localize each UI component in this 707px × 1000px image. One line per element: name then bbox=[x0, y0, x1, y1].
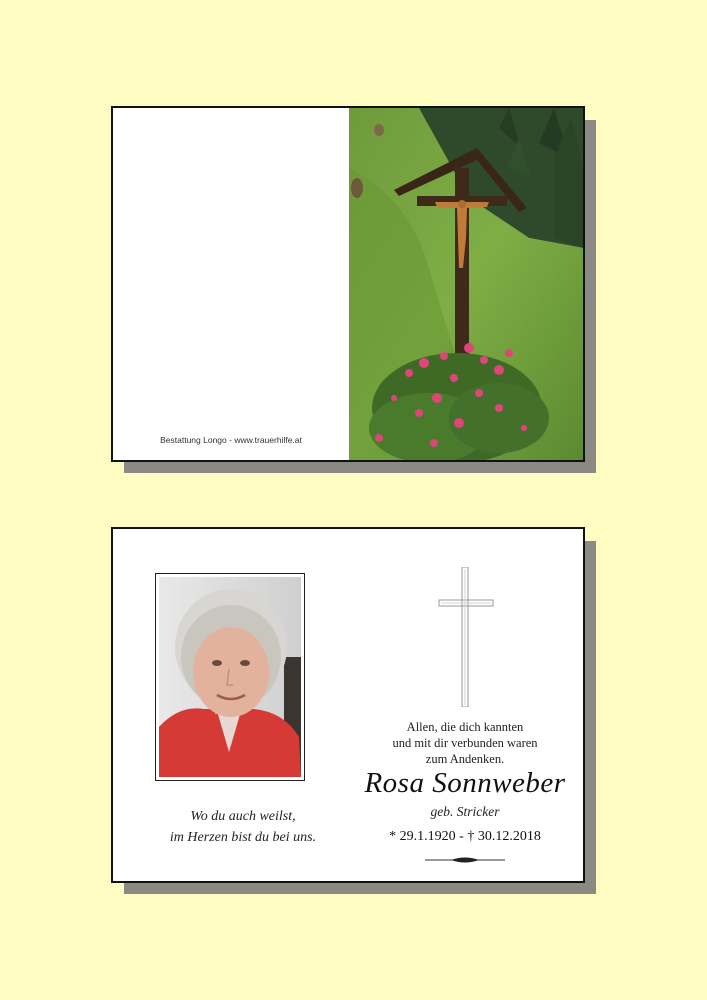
memorial-line-2: und mit dir verbunden waren bbox=[392, 736, 538, 750]
memorial-line-1: Allen, die dich kannten bbox=[406, 720, 524, 734]
bottom-card bbox=[111, 527, 585, 883]
life-dates: * 29.1.1920 - † 30.12.2018 bbox=[389, 829, 541, 844]
quote-line-1: Wo du auch weilst, bbox=[190, 809, 296, 824]
wayside-cross-photo bbox=[349, 108, 583, 460]
card-inner-page bbox=[113, 108, 349, 460]
deceased-name: Rosa Sonnweber bbox=[364, 767, 566, 799]
quote-line-2: im Herzen bist du bei uns. bbox=[169, 830, 317, 845]
ornament-divider-icon bbox=[425, 851, 505, 869]
imprint-text: Bestattung Longo - www.trauerhilfe.at bbox=[160, 435, 302, 445]
top-card bbox=[111, 106, 585, 462]
maiden-name: geb. Stricker bbox=[430, 804, 500, 819]
portrait-photo bbox=[155, 573, 305, 781]
cross-icon bbox=[437, 567, 495, 712]
quote-text bbox=[131, 806, 355, 848]
memorial-line-3: zum Andenken. bbox=[425, 752, 505, 766]
memorial-text bbox=[349, 719, 581, 767]
